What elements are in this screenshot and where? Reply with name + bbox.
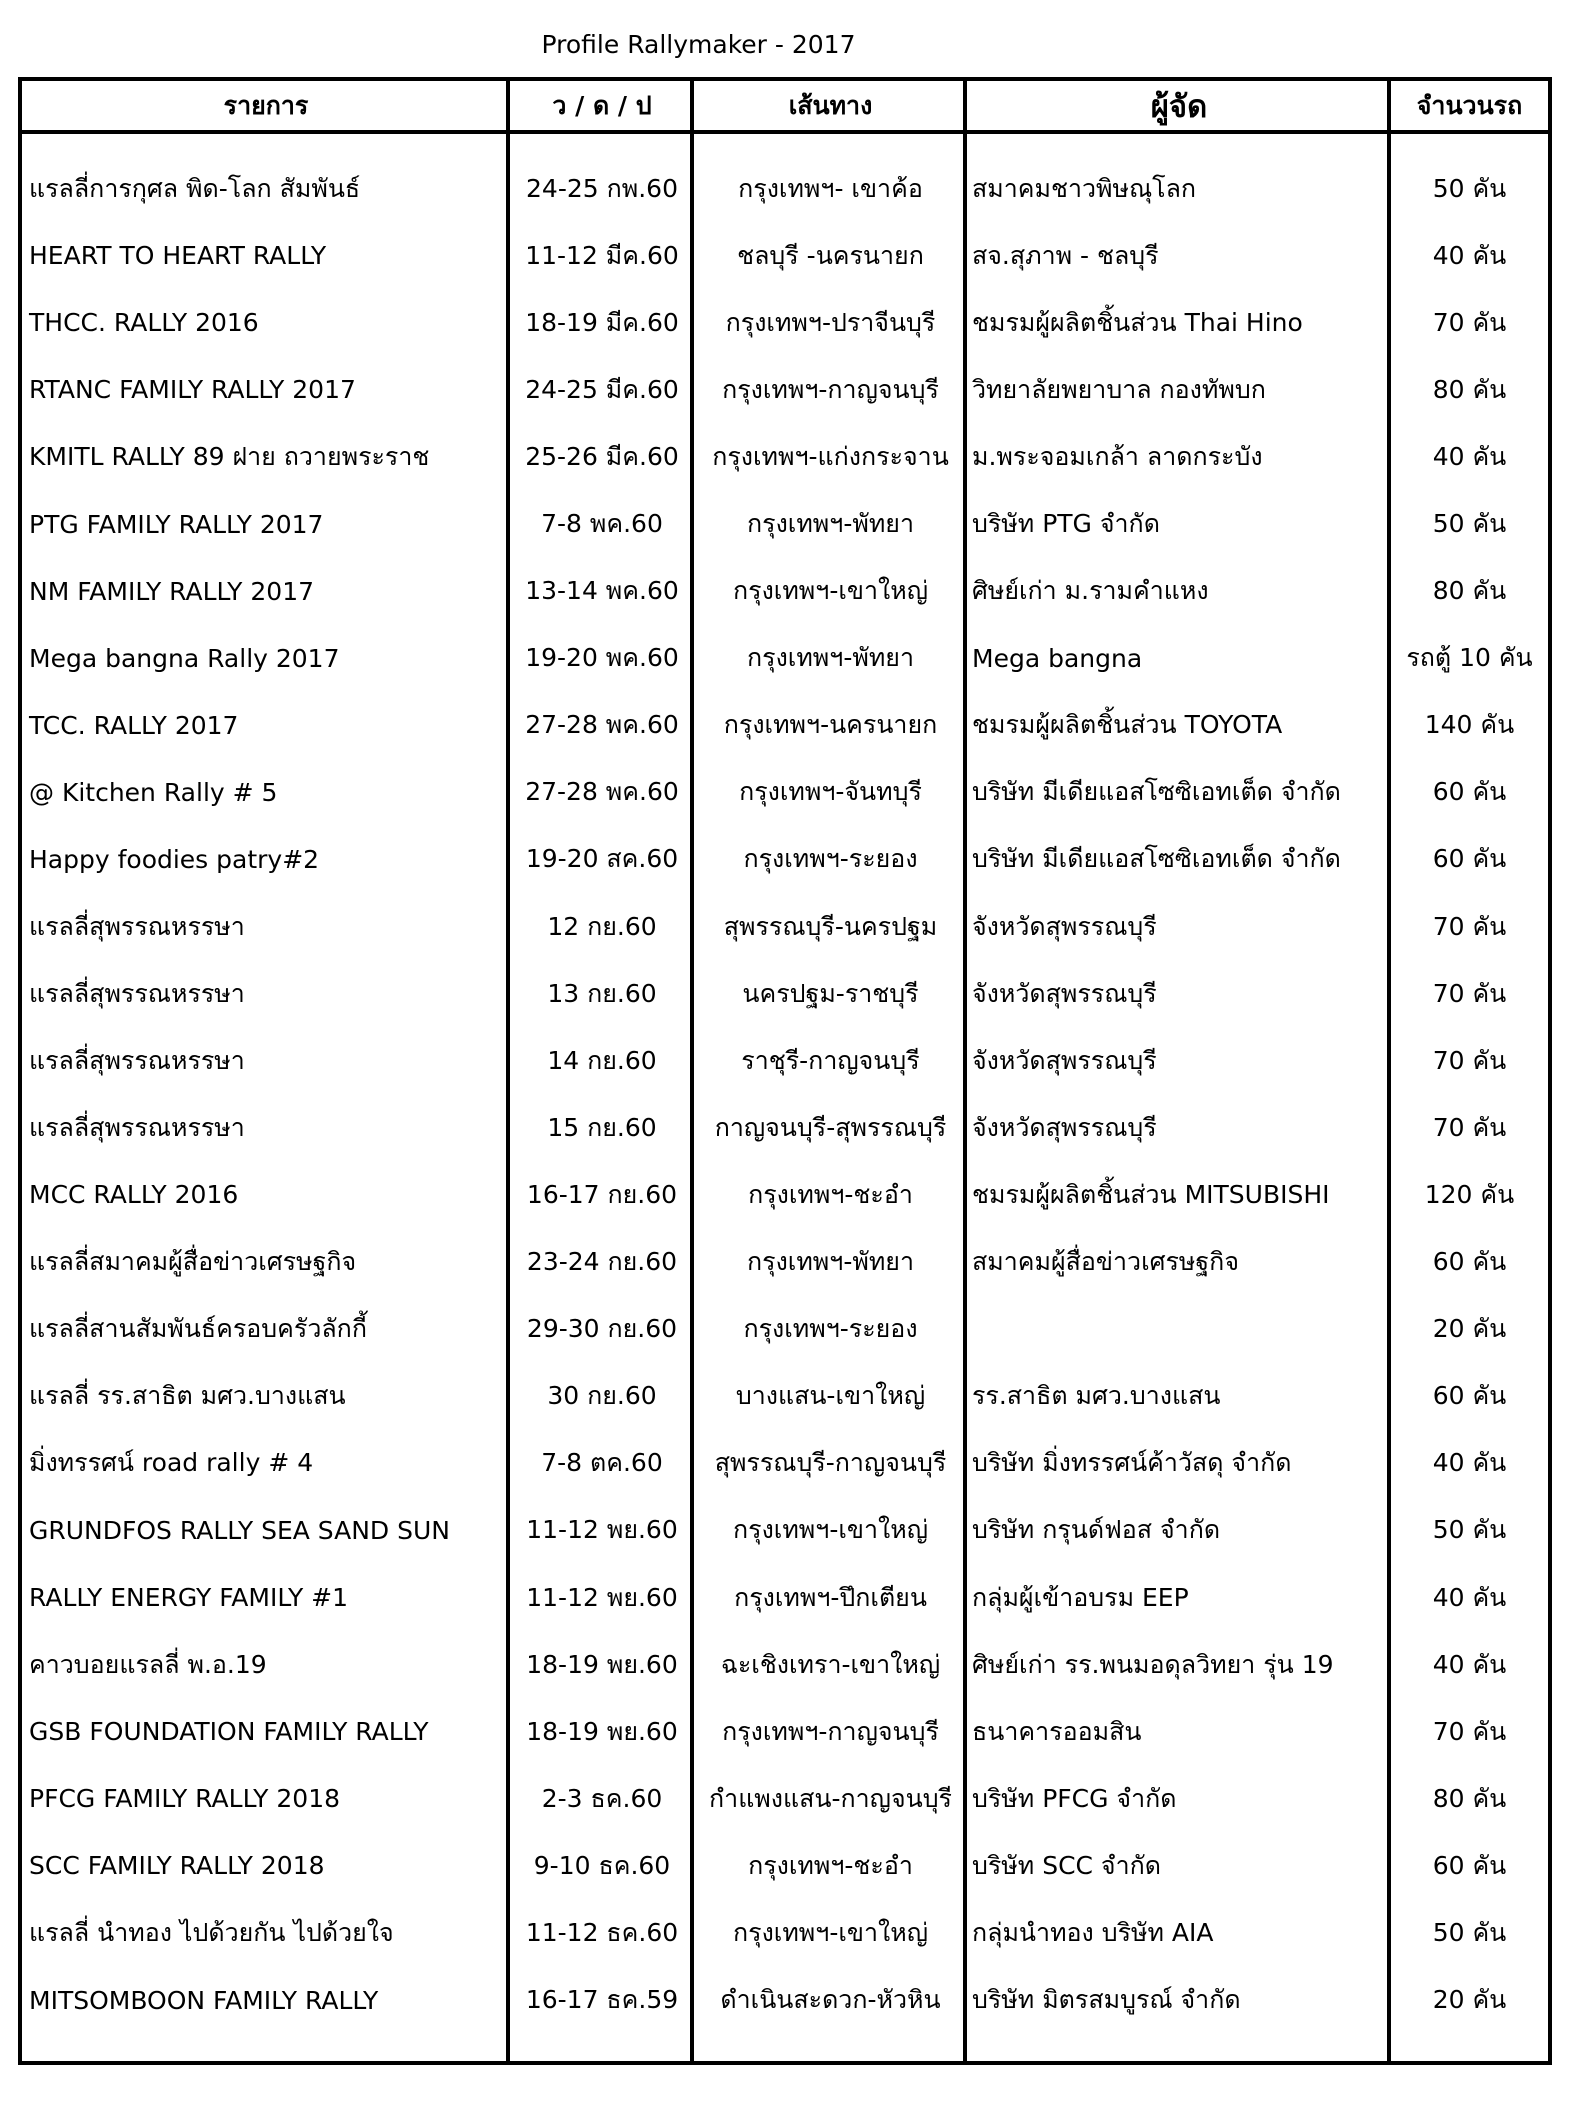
row-name: MCC RALLY 2016 (29, 1180, 239, 1210)
row-organizer: บริษัท PFCG จำกัด (972, 1783, 1177, 1813)
row-route: กรุงเทพฯ-เขาใหญ่ (733, 576, 928, 606)
row-route: กรุงเทพฯ-เขาใหญ่ (733, 1515, 928, 1545)
row-organizer: รร.สาธิต มศว.บางแสน (972, 1381, 1221, 1411)
document-title: Profile Rallymaker - 2017 (541, 30, 856, 59)
table-row (22, 222, 1548, 289)
row-organizer: บริษัท มิ่งทรรศน์ค้าวัสดุ จำกัด (972, 1448, 1292, 1478)
table-body (22, 134, 1548, 2061)
table-row (22, 826, 1548, 893)
table-row (22, 490, 1548, 557)
row-cars: 40 คัน (1432, 1582, 1507, 1612)
header-organizer: ผู้จัด (1150, 88, 1208, 125)
row-date: 27-28 พค.60 (525, 710, 679, 740)
row-cars: 60 คัน (1432, 1381, 1507, 1411)
table-row (22, 1363, 1548, 1430)
row-date: 14 กย.60 (547, 1045, 657, 1075)
table-row (22, 893, 1548, 960)
row-organizer: บริษัท มีเดียแอสโซซิเอทเต็ด จำกัด (972, 777, 1341, 807)
table-row (22, 1229, 1548, 1296)
table-row (22, 1765, 1548, 1832)
row-organizer: วิทยาลัยพยาบาล กองทัพบก (972, 374, 1266, 404)
row-route: กรุงเทพฯ- เขาค้อ (738, 173, 923, 203)
row-name: แรลลี่สานสัมพันธ์ครอบครัวลักกี้ (29, 1314, 367, 1344)
row-route: กรุงเทพฯ-นครนายก (723, 710, 938, 740)
row-route: กรุงเทพฯ-ระยอง (743, 1314, 918, 1344)
row-cars: 70 คัน (1432, 307, 1507, 337)
row-cars: 40 คัน (1432, 1649, 1507, 1679)
header-date: ว / ด / ป (552, 90, 652, 120)
row-cars: 60 คัน (1432, 844, 1507, 874)
row-name: แรลลี่สุพรรณหรรษา (29, 1112, 245, 1142)
row-cars: 50 คัน (1432, 1917, 1507, 1947)
header-cars: จำนวนรถ (1416, 90, 1523, 120)
row-name: @ Kitchen Rally # 5 (29, 777, 278, 807)
row-date: 18-19 มีค.60 (525, 307, 679, 337)
row-name: Happy foodies patry#2 (29, 844, 320, 874)
header-name: รายการ (223, 90, 309, 120)
row-cars: 70 คัน (1432, 1716, 1507, 1746)
rally-table (18, 77, 1552, 2065)
column-divider (506, 81, 510, 2061)
row-name: แรลลี่ รร.สาธิต มศว.บางแสน (29, 1381, 346, 1411)
row-route: สุพรรณบุรี-นครปฐม (723, 911, 938, 941)
row-date: 24-25 กพ.60 (526, 173, 678, 203)
row-organizer: บริษัท PTG จำกัด (972, 509, 1160, 539)
row-route: กรุงเทพฯ-ชะอำ (748, 1179, 913, 1209)
row-route: กรุงเทพฯ-ชะอำ (748, 1850, 913, 1880)
row-organizer: ชมรมผู้ผลิตชิ้นส่วน TOYOTA (972, 710, 1283, 740)
row-date: 12 กย.60 (547, 911, 657, 941)
row-cars: 80 คัน (1432, 1783, 1507, 1813)
row-name: HEART TO HEART RALLY (29, 241, 327, 271)
column-divider (690, 81, 694, 2061)
row-date: 19-20 สค.60 (525, 844, 679, 874)
row-date: 15 กย.60 (547, 1112, 657, 1142)
row-cars: 120 คัน (1424, 1179, 1515, 1209)
table-row (22, 155, 1548, 222)
row-route: กรุงเทพฯ-เขาใหญ่ (733, 1917, 928, 1947)
table-row (22, 692, 1548, 759)
row-route: กรุงเทพฯ-พัทยา (747, 509, 914, 539)
row-route: ดำเนินสะดวก-หัวหิน (720, 1985, 941, 2015)
row-organizer: ศิษย์เก่า รร.พนมอดุลวิทยา รุ่น 19 (972, 1649, 1334, 1679)
row-organizer: บริษัท มีเดียแอสโซซิเอทเต็ด จำกัด (972, 844, 1341, 874)
row-route: กรุงเทพฯ-แก่งกระจาน (712, 441, 949, 471)
row-cars: 80 คัน (1432, 576, 1507, 606)
column-divider (963, 81, 967, 2061)
row-cars: 20 คัน (1432, 1314, 1507, 1344)
row-organizer: จังหวัดสุพรรณบุรี (972, 978, 1157, 1008)
row-date: 2-3 ธค.60 (541, 1783, 663, 1813)
table-row (22, 423, 1548, 490)
row-route: สุพรรณบุรี-กาญจนบุรี (714, 1448, 947, 1478)
row-cars: 60 คัน (1432, 1850, 1507, 1880)
table-row (22, 960, 1548, 1027)
row-date: 11-12 มีค.60 (525, 240, 679, 270)
row-organizer: สจ.สุภาพ - ชลบุรี (972, 240, 1159, 270)
table-row (22, 759, 1548, 826)
header-route: เส้นทาง (788, 90, 873, 120)
row-date: 25-26 มีค.60 (525, 441, 679, 471)
row-name: GRUNDFOS RALLY SEA SAND SUN (29, 1515, 450, 1545)
row-organizer: บริษัท SCC จำกัด (972, 1850, 1161, 1880)
row-route: กรุงเทพฯ-กาญจนบุรี (722, 374, 939, 404)
row-date: 30 กย.60 (547, 1381, 657, 1411)
row-organizer: จังหวัดสุพรรณบุรี (972, 1112, 1157, 1142)
row-cars: 70 คัน (1432, 1045, 1507, 1075)
row-date: 23-24 กย.60 (526, 1247, 678, 1277)
row-cars: รถตู้ 10 คัน (1406, 643, 1533, 673)
row-name: RTANC FAMILY RALLY 2017 (29, 375, 356, 405)
table-row (22, 1161, 1548, 1228)
row-route: กาญจนบุรี-สุพรรณบุรี (714, 1112, 947, 1142)
row-cars: 70 คัน (1432, 978, 1507, 1008)
row-organizer: กลุ่มนำทอง บริษัท AIA (972, 1917, 1214, 1947)
row-organizer: ชมรมผู้ผลิตชิ้นส่วน Thai Hino (972, 307, 1303, 337)
row-cars: 40 คัน (1432, 1448, 1507, 1478)
row-organizer (967, 1296, 1391, 1363)
row-name: KMITL RALLY 89 ฝาย ถวายพระราช (29, 441, 430, 471)
row-route: กรุงเทพฯ-ปึกเตียน (734, 1582, 927, 1612)
row-route: ราชุรี-กาญจนบุรี (741, 1045, 920, 1075)
row-cars: 50 คัน (1432, 173, 1507, 203)
row-date: 18-19 พย.60 (526, 1716, 678, 1746)
row-date: 24-25 มีค.60 (525, 374, 679, 404)
row-cars: 40 คัน (1432, 441, 1507, 471)
row-cars: 140 คัน (1424, 710, 1515, 740)
row-cars: 20 คัน (1432, 1985, 1507, 2015)
row-date: 11-12 พย.60 (526, 1582, 678, 1612)
row-route: ชลบุรี -นครนายก (737, 240, 924, 270)
table-row (22, 1967, 1548, 2034)
row-organizer: จังหวัดสุพรรณบุรี (972, 1045, 1157, 1075)
row-date: 7-8 พค.60 (541, 509, 663, 539)
row-cars: 70 คัน (1432, 1112, 1507, 1142)
row-date: 13-14 พค.60 (525, 576, 679, 606)
row-date: 16-17 ธค.59 (525, 1985, 679, 2015)
row-organizer: บริษัท กรุนด์ฟอส จำกัด (972, 1515, 1221, 1545)
row-route: กรุงเทพฯ-กาญจนบุรี (722, 1716, 939, 1746)
table-row (22, 1564, 1548, 1631)
row-route: กรุงเทพฯ-พัทยา (747, 643, 914, 673)
row-organizer: ชมรมผู้ผลิตชิ้นส่วน MITSUBISHI (972, 1179, 1330, 1209)
row-date: 27-28 พค.60 (525, 777, 679, 807)
row-name: แรลลี่สมาคมผู้สื่อข่าวเศรษฐกิจ (29, 1247, 357, 1277)
table-row (22, 1631, 1548, 1698)
table-row (22, 1027, 1548, 1094)
row-date: 19-20 พค.60 (525, 643, 679, 673)
row-name: MITSOMBOON FAMILY RALLY (29, 1985, 379, 2015)
row-cars: 60 คัน (1432, 777, 1507, 807)
row-name: NM FAMILY RALLY 2017 (29, 576, 315, 606)
table-row (22, 1430, 1548, 1497)
row-name: RALLY ENERGY FAMILY #1 (29, 1583, 349, 1613)
table-row (22, 356, 1548, 423)
row-organizer: ม.พระจอมเกล้า ลาดกระบัง (972, 441, 1263, 471)
table-row (22, 1094, 1548, 1161)
row-organizer: Mega bangna (972, 643, 1143, 673)
table-row (22, 625, 1548, 692)
row-name: แรลลี่การกุศล พิด-โลก สัมพันธ์ (29, 173, 361, 203)
row-cars: 50 คัน (1432, 509, 1507, 539)
row-date: 11-12 ธค.60 (525, 1917, 679, 1947)
row-name: PFCG FAMILY RALLY 2018 (29, 1784, 341, 1814)
table-row (22, 1832, 1548, 1899)
row-name: SCC FAMILY RALLY 2018 (29, 1851, 325, 1881)
table-row (22, 289, 1548, 356)
row-route: กรุงเทพฯ-พัทยา (747, 1247, 914, 1277)
row-date: 18-19 พย.60 (526, 1649, 678, 1679)
row-name: THCC. RALLY 2016 (29, 308, 259, 338)
table-row (22, 1296, 1548, 1363)
row-organizer: บริษัท มิตรสมบูรณ์ จำกัด (972, 1985, 1241, 2015)
table-row (22, 1899, 1548, 1966)
table-row (22, 558, 1548, 625)
column-divider (1387, 81, 1391, 2061)
row-organizer: ธนาคารออมสิน (972, 1716, 1142, 1746)
row-organizer: สมาคมผู้สื่อข่าวเศรษฐกิจ (972, 1247, 1239, 1277)
row-cars: 80 คัน (1432, 374, 1507, 404)
row-route: กรุงเทพฯ-ปราจีนบุรี (725, 307, 936, 337)
row-route: บางแสน-เขาใหญ่ (735, 1381, 926, 1411)
table-row (22, 1497, 1548, 1564)
row-cars: 50 คัน (1432, 1515, 1507, 1545)
row-route: นครปฐม-ราชบุรี (742, 978, 919, 1008)
row-date: 11-12 พย.60 (526, 1515, 678, 1545)
row-name: แรลลี่สุพรรณหรรษา (29, 911, 245, 941)
row-organizer: จังหวัดสุพรรณบุรี (972, 911, 1157, 941)
row-cars: 40 คัน (1432, 240, 1507, 270)
row-name: แรลลี่ นำทอง ไปด้วยกัน ไปด้วยใจ (29, 1917, 394, 1947)
row-organizer: กลุ่มผู้เข้าอบรม EEP (972, 1582, 1189, 1612)
row-name: GSB FOUNDATION FAMILY RALLY (29, 1717, 429, 1747)
row-route: ฉะเชิงเทรา-เขาใหญ่ (720, 1649, 941, 1679)
row-name: แรลลี่สุพรรณหรรษา (29, 978, 245, 1008)
table-row (22, 1698, 1548, 1765)
row-cars: 70 คัน (1432, 911, 1507, 941)
row-date: 29-30 กย.60 (526, 1314, 678, 1344)
row-date: 16-17 กย.60 (526, 1179, 678, 1209)
row-name: มิ่งทรรศน์ road rally # 4 (29, 1448, 314, 1478)
row-route: กรุงเทพฯ-จันทบุรี (739, 777, 922, 807)
row-name: PTG FAMILY RALLY 2017 (29, 509, 324, 539)
row-name: แรลลี่สุพรรณหรรษา (29, 1045, 245, 1075)
row-organizer: สมาคมชาวพิษณุโลก (972, 173, 1197, 203)
row-date: 7-8 ตค.60 (541, 1448, 663, 1478)
row-name: คาวบอยแรลลี่ พ.อ.19 (29, 1649, 267, 1679)
row-date: 9-10 ธค.60 (533, 1850, 671, 1880)
row-name: TCC. RALLY 2017 (29, 710, 239, 740)
row-route: กำแพงแสน-กาญจนบุรี (709, 1783, 952, 1813)
row-organizer: ศิษย์เก่า ม.รามคำแหง (972, 576, 1209, 606)
table-header (22, 81, 1548, 134)
row-cars: 60 คัน (1432, 1247, 1507, 1277)
row-name: Mega bangna Rally 2017 (29, 643, 340, 673)
row-date: 13 กย.60 (547, 978, 657, 1008)
row-route: กรุงเทพฯ-ระยอง (743, 844, 918, 874)
